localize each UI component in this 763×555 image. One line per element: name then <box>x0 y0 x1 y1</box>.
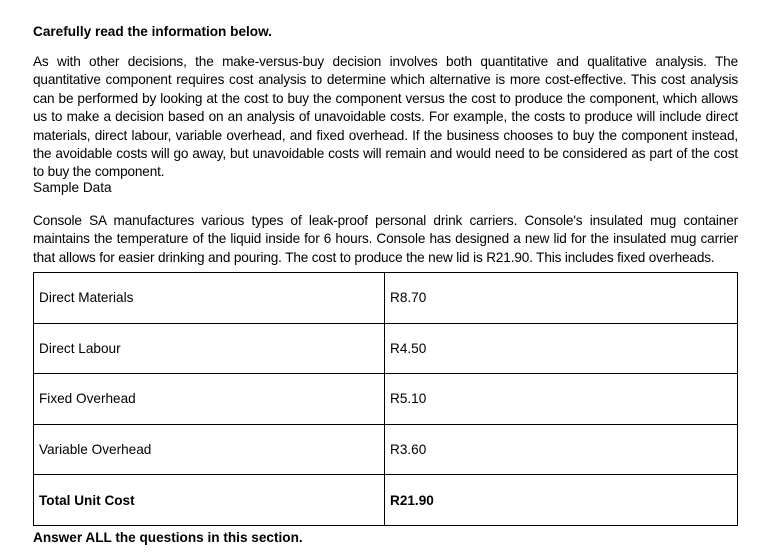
table-row <box>34 424 738 475</box>
cost-table <box>33 272 738 526</box>
cost-label-total: Total Unit Cost <box>34 475 385 526</box>
cost-value-direct-labour: R4.50 <box>385 323 738 374</box>
cost-value-total: R21.90 <box>385 475 738 526</box>
cost-value-variable-overhead: R3.60 <box>385 424 738 475</box>
cost-label-fixed-overhead: Fixed Overhead <box>34 374 385 425</box>
table-row <box>34 273 738 324</box>
table-row-total <box>34 475 738 526</box>
instruction-heading: Carefully read the information below. <box>33 24 272 39</box>
answer-instruction: Answer ALL the questions in this section. <box>33 530 303 545</box>
console-sa-paragraph: Console SA manufactures various types of leak-proof personal drink carriers. Console's insulated mug container maintains the temperature of the liquid inside for 6 hours. Console has designed a new lid for the insulated mug carrier that allows for easier drinking and pouring. The cost to produce the new lid is R21.90. This includes fixed overheads. <box>33 213 738 265</box>
cost-label-variable-overhead: Variable Overhead <box>34 424 385 475</box>
cost-value-direct-materials: R8.70 <box>385 273 738 324</box>
cost-label-direct-materials: Direct Materials <box>34 273 385 324</box>
table-row <box>34 374 738 425</box>
cost-value-fixed-overhead: R5.10 <box>385 374 738 425</box>
make-vs-buy-paragraph: As with other decisions, the make-versus-buy decision involves both quantitative and qualitative analysis. The quantitative component requires cost analysis to determine which alternative is more cost-effective. This cost analysis can be performed by looking at the cost to buy the component versus the cost to produce the component, which allows us to make a decision based on an analysis of unavoidable costs. For example, the costs to produce will include direct materials, direct labour, variable overhead, and fixed overhead. If the business chooses to buy the component instead, the avoidable costs will go away, but unavoidable costs will remain and would need to be considered as part of the cost to buy the component. <box>33 54 738 180</box>
table-row <box>34 323 738 374</box>
cost-label-direct-labour: Direct Labour <box>34 323 385 374</box>
sample-data-label: Sample Data <box>33 180 112 195</box>
